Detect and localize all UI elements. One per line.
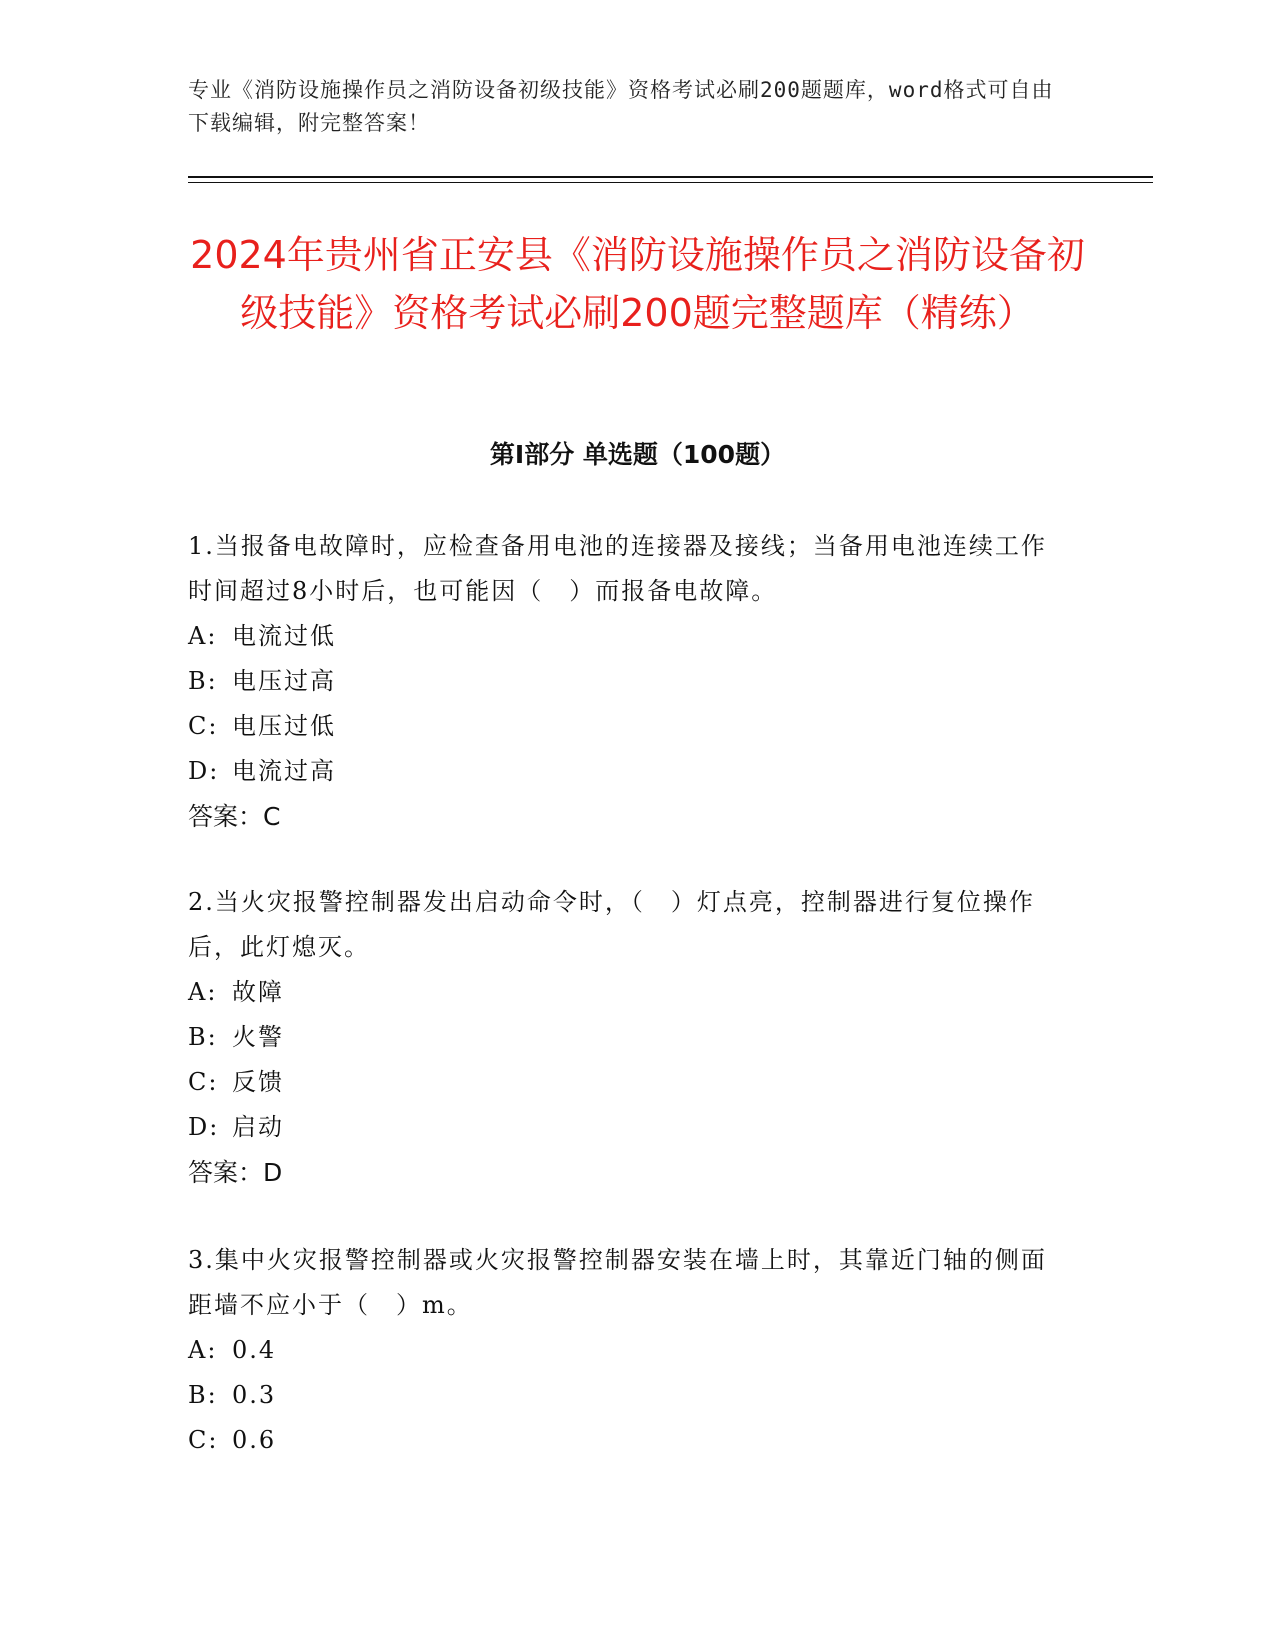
header-note: 专业《消防设施操作员之消防设备初级技能》资格考试必刷200题题库，word格式可自由下载编辑，附完整答案！ <box>188 78 1054 135</box>
option-d <box>188 1105 1068 1150</box>
option-text: 0.3 <box>232 1381 277 1409</box>
option-text: 0.6 <box>232 1426 277 1454</box>
option-text: 电流过低 <box>232 622 336 650</box>
option-text: 电压过低 <box>232 712 336 740</box>
option-key: C: <box>188 712 219 740</box>
question-2 <box>188 880 1068 1195</box>
option-text: 反馈 <box>232 1068 284 1096</box>
option-a <box>188 614 1068 659</box>
header-divider-thin <box>188 182 1153 183</box>
option-text: 启动 <box>232 1113 284 1141</box>
option-d <box>188 749 1068 794</box>
option-key: A: <box>188 622 218 650</box>
header-divider-thick <box>188 176 1153 178</box>
option-text: 火警 <box>232 1023 284 1051</box>
option-text: 电压过高 <box>232 667 336 695</box>
option-c <box>188 1418 1068 1463</box>
question-text: 3.集中火灾报警控制器或火灾报警控制器安装在墙上时，其靠近门轴的侧面距墙不应小于（ ）m。 <box>188 1246 1047 1319</box>
option-key: A: <box>188 978 218 1006</box>
option-key: A: <box>188 1336 218 1364</box>
option-text: 故障 <box>232 978 284 1006</box>
document-title: 2024年贵州省正安县《消防设施操作员之消防设备初级技能》资格考试必刷200题完整题库（精练） <box>190 233 1085 335</box>
question-text: 2.当火灾报警控制器发出启动命令时，（ ）灯点亮，控制器进行复位操作后，此灯熄灭。 <box>188 888 1035 961</box>
option-key: B: <box>188 667 218 695</box>
answer: 答案：C <box>188 802 281 831</box>
option-key: B: <box>188 1023 218 1051</box>
option-b <box>188 1015 1068 1060</box>
option-c <box>188 1060 1068 1105</box>
option-key: C: <box>188 1426 219 1454</box>
option-key: B: <box>188 1381 218 1409</box>
option-text: 电流过高 <box>232 757 336 785</box>
option-a <box>188 1328 1068 1373</box>
option-b <box>188 1373 1068 1418</box>
question-3 <box>188 1238 1068 1463</box>
question-1 <box>188 524 1068 839</box>
option-b <box>188 659 1068 704</box>
option-key: D: <box>188 1113 220 1141</box>
option-key: D: <box>188 757 220 785</box>
question-text: 1.当报备电故障时，应检查备用电池的连接器及接线；当备用电池连续工作时间超过8小时后，也可能因（ ）而报备电故障。 <box>188 532 1047 605</box>
option-a <box>188 970 1068 1015</box>
answer: 答案：D <box>188 1158 283 1187</box>
option-text: 0.4 <box>232 1336 277 1364</box>
option-key: C: <box>188 1068 219 1096</box>
section-title: 第Ⅰ部分 单选题（100题） <box>489 440 786 469</box>
option-c <box>188 704 1068 749</box>
